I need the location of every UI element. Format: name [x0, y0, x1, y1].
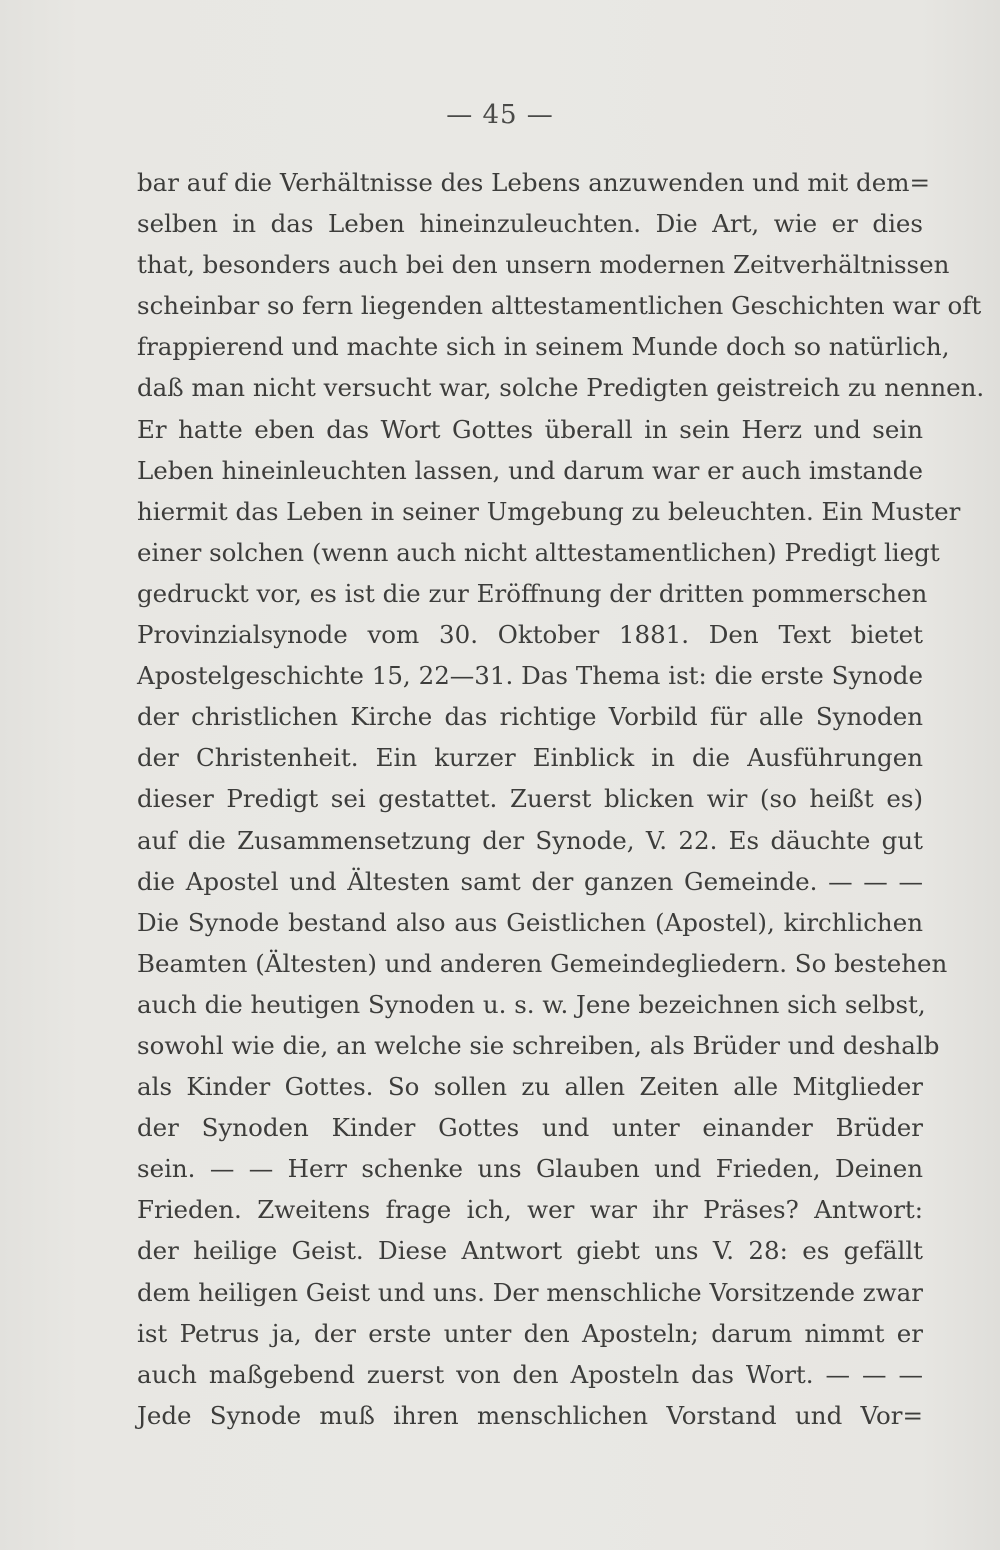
- text-line: Die Synode bestand also aus Geistlichen (Apostel), kirchlichen: [137, 907, 923, 937]
- text-line: that, besonders auch bei den unsern modernen Zeitverhältnissen: [137, 250, 950, 280]
- text-line: einer solchen (wenn auch nicht alttestamentlichen) Predigt liegt: [137, 537, 940, 567]
- text-line: der Christenheit. Ein kurzer Einblick in die Ausführungen: [137, 743, 923, 773]
- text-line: dieser Predigt sei gestattet. Zuerst blicken wir (so heißt es): [137, 784, 923, 814]
- text-line: Apostelgeschichte 15, 22—31. Das Thema ist: die erste Synode: [137, 661, 923, 691]
- text-line: Leben hineinleuchten lassen, und darum war er auch imstande: [137, 455, 923, 485]
- text-line: auch maßgebend zuerst von den Aposteln das Wort. — — —: [137, 1359, 923, 1389]
- text-line: sein. — — Herr schenke uns Glauben und Frieden, Deinen: [137, 1154, 923, 1184]
- text-line: Beamten (Ältesten) und anderen Gemeindegliedern. So bestehen: [137, 948, 948, 978]
- text-line: sowohl wie die, an welche sie schreiben, als Brüder und deshalb: [137, 1030, 940, 1060]
- body-text: [137, 162, 985, 1436]
- text-line: der heilige Geist. Diese Antwort giebt uns V. 28: es gefällt: [137, 1236, 923, 1266]
- text-line: selben in das Leben hineinzuleuchten. Die Art, wie er dies: [137, 209, 923, 239]
- text-line: gedruckt vor, es ist die zur Eröffnung der dritten pommerschen: [137, 578, 928, 608]
- text-line: daß man nicht versucht war, solche Predigten geistreich zu nennen.: [137, 373, 985, 403]
- text-line: ist Petrus ja, der erste unter den Aposteln; darum nimmt er: [137, 1318, 923, 1348]
- text-line: dem heiligen Geist und uns. Der menschliche Vorsitzende zwar: [137, 1277, 923, 1307]
- text-line: bar auf die Verhältnisse des Lebens anzuwenden und mit dem=: [137, 168, 930, 197]
- text-line: frappierend und machte sich in seinem Munde doch so natürlich,: [137, 332, 950, 362]
- text-line: Provinzialsynode vom 30. Oktober 1881. Den Text bietet: [137, 620, 923, 650]
- text-line: Er hatte eben das Wort Gottes überall in sein Herz und sein: [137, 414, 923, 444]
- text-line: der Synoden Kinder Gottes und unter einander Brüder: [137, 1113, 923, 1143]
- text-line: Frieden. Zweitens frage ich, wer war ihr Präses? Antwort:: [137, 1195, 923, 1225]
- text-line: der christlichen Kirche das richtige Vorbild für alle Synoden: [137, 702, 923, 732]
- page-number: — 45 —: [446, 100, 554, 130]
- text-line: auf die Zusammensetzung der Synode, V. 22. Es däuchte gut: [137, 825, 923, 855]
- text-line: die Apostel und Ältesten samt der ganzen Gemeinde. — — —: [137, 866, 923, 896]
- text-line: auch die heutigen Synoden u. s. w. Jene bezeichnen sich selbst,: [137, 989, 926, 1019]
- text-line: scheinbar so fern liegenden alttestamentlichen Geschichten war oft: [137, 291, 982, 321]
- text-line: als Kinder Gottes. So sollen zu allen Zeiten alle Mitglieder: [137, 1072, 923, 1102]
- text-line: Jede Synode muß ihren menschlichen Vorstand und Vor=: [137, 1400, 923, 1430]
- text-line: hiermit das Leben in seiner Umgebung zu beleuchten. Ein Muster: [137, 496, 961, 526]
